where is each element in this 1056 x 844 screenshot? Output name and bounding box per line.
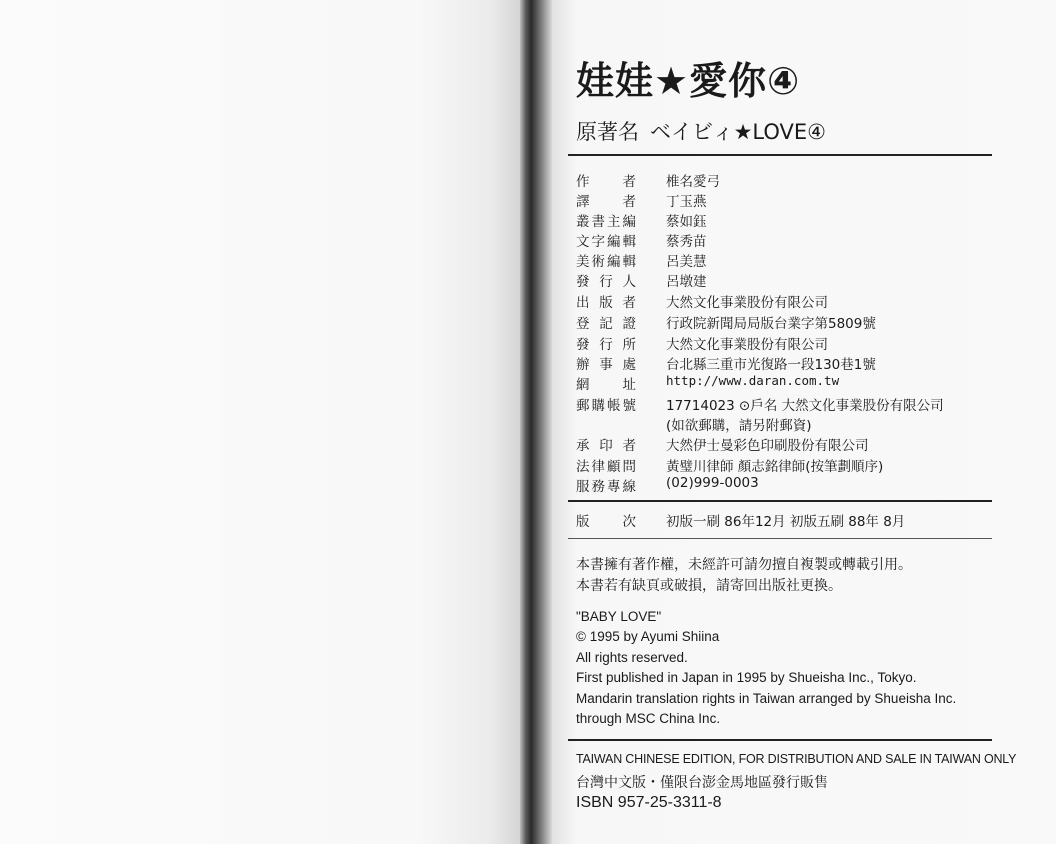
blank-left-page xyxy=(0,0,522,844)
divider-bottom xyxy=(568,739,992,741)
credit-label: 叢書主編 xyxy=(576,214,636,230)
divider-middle xyxy=(568,500,992,502)
copyright-notice: 本書擁有著作權，未經許可請勿擅自複製或轉載引用。 xyxy=(576,557,912,573)
credit-label: 美術編輯 xyxy=(576,254,636,270)
credit-value: 蔡如鈺 xyxy=(666,214,707,230)
credit-value: 17714023 ⊙戶名 大然文化事業股份有限公司 xyxy=(666,398,944,414)
credit-value: (如欲郵購，請另附郵資) xyxy=(666,418,812,434)
credit-value: 台北縣三重市光復路一段130巷1號 xyxy=(666,357,876,373)
book-spine-gutter xyxy=(520,0,552,844)
credit-value: (02)999-0003 xyxy=(666,475,759,491)
credit-value: 大然文化事業股份有限公司 xyxy=(666,337,828,353)
english-agency: through MSC China Inc. xyxy=(576,711,721,726)
distribution-english: TAIWAN CHINESE EDITION, FOR DISTRIBUTION AND SALE IN TAIWAN ONLY xyxy=(576,752,1017,766)
english-copyright: © 1995 by Ayumi Shiina xyxy=(576,629,720,644)
english-rights: All rights reserved. xyxy=(576,650,688,665)
credit-label: 作者 xyxy=(576,174,636,190)
website-url[interactable]: http://www.daran.com.tw xyxy=(666,373,840,388)
divider-edition xyxy=(568,538,992,539)
edition-value: 初版一刷 86年12月 初版五刷 88年 8月 xyxy=(666,514,906,530)
book-title: 娃娃★愛你④ xyxy=(576,59,801,103)
credit-value: 大然文化事業股份有限公司 xyxy=(666,295,828,311)
english-published: First published in Japan in 1995 by Shueisha Inc., Tokyo. xyxy=(576,670,917,685)
credit-value: 椎名愛弓 xyxy=(666,174,720,190)
distribution-chinese: 台灣中文版・僅限台澎金馬地區發行販售 xyxy=(576,775,828,791)
credit-value: 呂美慧 xyxy=(666,254,707,270)
credit-label: 文字編輯 xyxy=(576,234,636,250)
credit-label: 辦事處 xyxy=(576,357,636,373)
original-title-value: ベイビィ★LOVE④ xyxy=(650,120,826,144)
divider-top xyxy=(568,154,992,156)
credit-value: 丁玉燕 xyxy=(666,194,707,210)
credit-value: 大然伊士曼彩色印刷股份有限公司 xyxy=(666,438,869,454)
credit-label: 服務專線 xyxy=(576,479,636,495)
credit-label: 承印者 xyxy=(576,438,636,454)
english-translation-rights: Mandarin translation rights in Taiwan arranged by Shueisha Inc. xyxy=(576,691,957,706)
replacement-notice: 本書若有缺頁或破損，請寄回出版社更換。 xyxy=(576,578,842,594)
credit-value: 蔡秀苗 xyxy=(666,234,707,250)
credit-label: 網址 xyxy=(576,377,636,393)
credit-label: 譯者 xyxy=(576,194,636,210)
credit-label: 法律顧問 xyxy=(576,459,636,475)
english-title: "BABY LOVE" xyxy=(576,609,662,624)
credit-label: 出版者 xyxy=(576,295,636,311)
credit-label: 發行所 xyxy=(576,337,636,353)
credit-label: 發行人 xyxy=(576,274,636,290)
credit-value: 行政院新聞局局版台業字第5809號 xyxy=(666,316,876,332)
isbn: ISBN 957-25-3311-8 xyxy=(576,794,722,811)
credit-value: 黃璧川律師 顏志銘律師(按筆劃順序) xyxy=(666,459,884,475)
credit-label: 登記證 xyxy=(576,316,636,332)
edition-label: 版次 xyxy=(576,514,636,530)
credit-value: 呂墩建 xyxy=(666,274,707,290)
credit-label: 郵購帳號 xyxy=(576,398,636,414)
original-title-label: 原著名 xyxy=(576,120,639,144)
